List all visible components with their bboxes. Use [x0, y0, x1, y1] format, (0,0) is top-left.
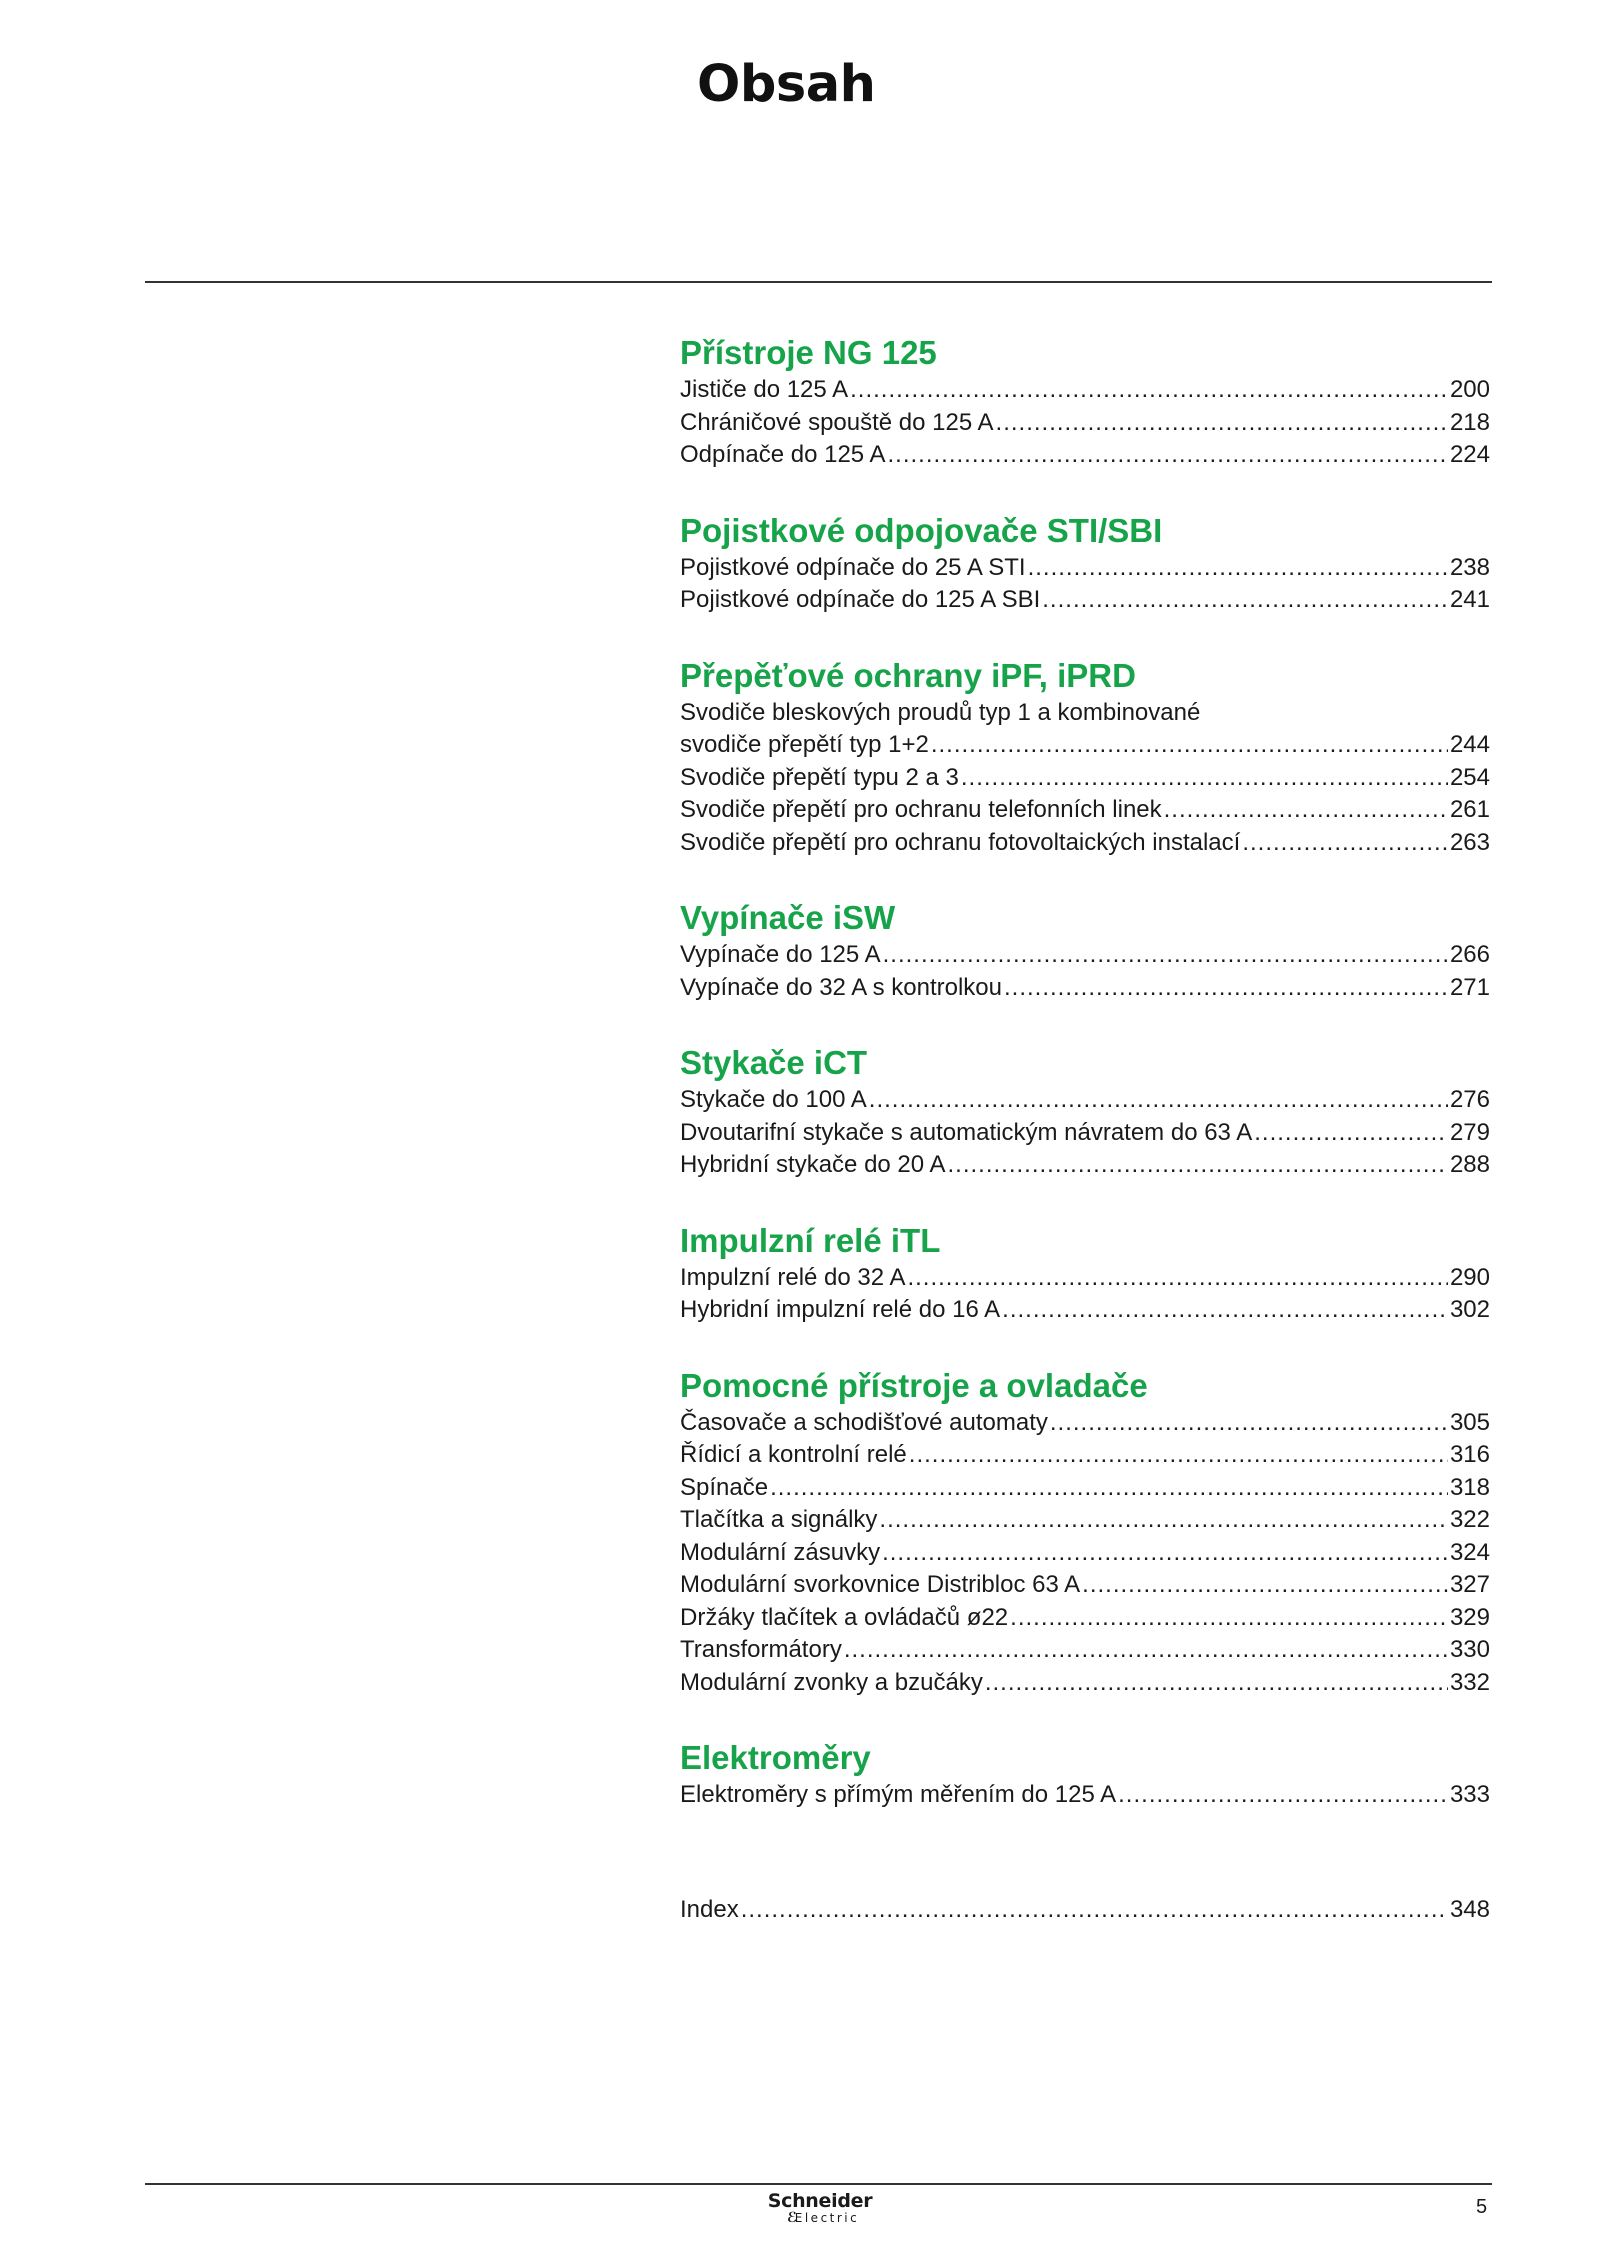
entry-label: Odpínače do 125 A [680, 441, 886, 468]
entry-page: 266 [1449, 941, 1490, 968]
schneider-electric-logo [760, 2192, 880, 2224]
entry-page: 332 [1449, 1668, 1490, 1696]
toc-entry[interactable] [680, 1504, 1490, 1537]
toc-entry[interactable] [680, 1149, 1490, 1182]
entry-page: 271 [1449, 973, 1490, 1001]
leader-dots [882, 1537, 1448, 1570]
entry-label: Modulární svorkovnice Distribloc 63 A [680, 1571, 1081, 1598]
entry-page: 302 [1449, 1296, 1490, 1323]
entry-page: 324 [1449, 1538, 1490, 1566]
section-title: Pomocné přístroje a ovladače [680, 1366, 1148, 1404]
entry-label: Pojistkové odpínače do 25 A STI [680, 553, 1026, 581]
entry-page: 288 [1449, 1151, 1490, 1178]
toc-section [680, 1042, 1490, 1182]
section-title: Impulzní relé iTL [680, 1221, 941, 1259]
entry-label: Vypínače do 32 A s kontrolkou [680, 973, 1002, 1001]
toc-entry[interactable] [680, 1117, 1490, 1150]
entry-page: 244 [1449, 731, 1490, 758]
leader-dots [741, 1894, 1448, 1927]
leader-dots [947, 1149, 1447, 1182]
toc-entry[interactable] [680, 1262, 1490, 1295]
toc-section [680, 897, 1490, 1004]
entry-page: 330 [1449, 1636, 1490, 1663]
entry-label: Hybridní stykače do 20 A [680, 1151, 946, 1178]
logo-sub: Electric [794, 2211, 860, 2225]
entry-label: Stykače do 100 A [680, 1086, 867, 1113]
toc-entry[interactable] [680, 1537, 1490, 1570]
toc-entry[interactable] [680, 1472, 1490, 1505]
entry-page: 322 [1449, 1506, 1490, 1533]
leader-dots [909, 1439, 1448, 1472]
section-title: Přístroje NG 125 [680, 334, 937, 371]
entry-label: Řídicí a kontrolní relé [680, 1441, 907, 1468]
entry-page: 316 [1449, 1441, 1490, 1468]
leader-dots [883, 939, 1448, 972]
entry-label: Modulární zvonky a bzučáky [680, 1668, 983, 1696]
entry-label: Chráničové spouště do 125 A [680, 408, 994, 436]
page-title: Obsah [697, 55, 876, 114]
toc-entry[interactable] [680, 827, 1490, 860]
toc-entry[interactable] [680, 584, 1490, 617]
leader-dots [1028, 552, 1448, 585]
toc-entry[interactable] [680, 1407, 1490, 1440]
entry-page: 333 [1449, 1781, 1490, 1808]
entry-label: Spínače [680, 1473, 769, 1501]
leader-dots [1164, 794, 1448, 827]
bottom-divider [145, 2183, 1492, 2185]
entry-page: 224 [1449, 441, 1490, 468]
toc-section [680, 510, 1490, 617]
entry-page: 290 [1449, 1263, 1490, 1291]
entry-page: 279 [1449, 1118, 1490, 1146]
toc-entry-index[interactable] [680, 1894, 1490, 1927]
index-block [680, 1894, 1490, 1927]
toc-entry[interactable] [680, 1667, 1490, 1700]
leader-dots [931, 729, 1448, 762]
leader-dots [1254, 1117, 1448, 1150]
section-title: Stykače iCT [680, 1044, 868, 1081]
leader-dots [850, 374, 1448, 407]
toc-entry[interactable] [680, 552, 1490, 585]
entry-page: 241 [1449, 586, 1490, 613]
entry-page: 263 [1449, 828, 1490, 856]
leader-dots [907, 1262, 1447, 1295]
entry-page: 348 [1449, 1895, 1490, 1923]
section-title: Přepěťové ochrany iPF, iPRD [680, 656, 1136, 694]
toc-entry[interactable] [680, 439, 1490, 472]
top-divider [145, 281, 1492, 283]
entry-page: 276 [1449, 1086, 1490, 1113]
entry-label: Jističe do 125 A [680, 376, 849, 403]
leader-dots [1082, 1569, 1448, 1602]
entry-label: Hybridní impulzní relé do 16 A [680, 1296, 1001, 1323]
entry-page: 329 [1449, 1603, 1490, 1631]
toc-entry[interactable] [680, 374, 1490, 407]
leader-dots [1242, 827, 1448, 860]
leader-dots [1050, 1407, 1448, 1440]
toc-entry[interactable] [680, 762, 1490, 795]
section-title: Pojistkové odpojovače STI/SBI [680, 511, 1163, 549]
leader-dots [1118, 1779, 1448, 1812]
leader-dots [985, 1667, 1448, 1700]
leader-dots [869, 1084, 1448, 1117]
leader-dots [1002, 1294, 1448, 1327]
entry-page: 200 [1449, 376, 1490, 403]
entry-label: Pojistkové odpínače do 125 A SBI [680, 586, 1041, 613]
leader-dots [879, 1504, 1448, 1537]
toc-entry[interactable] [680, 1779, 1490, 1812]
entry-label: svodiče přepětí typ 1+2 [680, 731, 929, 758]
entry-label: Vypínače do 125 A [680, 941, 881, 968]
section-title: Vypínače iSW [680, 899, 896, 936]
toc-section [680, 1737, 1490, 1812]
toc-section [680, 655, 1490, 860]
leader-dots [996, 407, 1448, 440]
entry-first-line: Svodiče bleskových proudů typ 1 a kombinované [680, 698, 1201, 726]
toc-section [680, 1365, 1490, 1700]
toc-section [680, 332, 1490, 472]
entry-label: Časovače a schodišťové automaty [680, 1408, 1048, 1436]
page-number: 5 [1476, 2196, 1488, 2218]
entry-label: Index [680, 1895, 739, 1923]
logo-brand: Schneider [767, 2190, 873, 2212]
toc-entry[interactable] [680, 407, 1490, 440]
entry-page: 327 [1449, 1571, 1490, 1598]
toc-entry[interactable] [680, 729, 1490, 762]
leader-dots [770, 1472, 1448, 1505]
entry-page: 238 [1449, 553, 1490, 581]
leader-dots [1010, 1602, 1448, 1635]
section-title: Elektroměry [680, 1739, 871, 1776]
table-of-contents [680, 332, 1490, 1926]
toc-entry[interactable] [680, 939, 1490, 972]
toc-entry[interactable] [680, 1439, 1490, 1472]
toc-section [680, 1220, 1490, 1327]
toc-entry[interactable] [680, 1634, 1490, 1667]
toc-entry[interactable] [680, 1569, 1490, 1602]
entry-label: Elektroměry s přímým měřením do 125 A [680, 1781, 1117, 1808]
entry-label: Svodiče přepětí typu 2 a 3 [680, 763, 959, 791]
entry-label: Impulzní relé do 32 A [680, 1263, 906, 1291]
toc-entry[interactable] [680, 1084, 1490, 1117]
leader-dots [961, 762, 1448, 795]
entry-label: Transformátory [680, 1636, 842, 1663]
entry-page: 218 [1449, 408, 1490, 436]
leader-dots [888, 439, 1448, 472]
entry-label: Tlačítka a signálky [680, 1506, 878, 1533]
toc-entry[interactable] [680, 1294, 1490, 1327]
entry-label: Svodiče přepětí pro ochranu telefonních linek [680, 796, 1162, 823]
entry-page: 254 [1449, 763, 1490, 791]
entry-label: Dvoutarifní stykače s automatickým návratem do 63 A [680, 1118, 1253, 1146]
toc-entry[interactable] [680, 1602, 1490, 1635]
entry-page: 305 [1449, 1408, 1490, 1436]
entry-label: Modulární zásuvky [680, 1538, 881, 1566]
entry-page: 318 [1449, 1473, 1490, 1501]
entry-label: Držáky tlačítek a ovládačů ø22 [680, 1603, 1009, 1631]
entry-label: Svodiče přepětí pro ochranu fotovoltaických instalací [680, 828, 1241, 856]
toc-entry[interactable] [680, 972, 1490, 1005]
toc-entry[interactable] [680, 794, 1490, 827]
entry-page: 261 [1449, 796, 1490, 823]
leader-dots [844, 1634, 1448, 1667]
leader-dots [1004, 972, 1448, 1005]
logo-swoosh-icon: ℰ [787, 2210, 798, 2226]
leader-dots [1042, 584, 1448, 617]
